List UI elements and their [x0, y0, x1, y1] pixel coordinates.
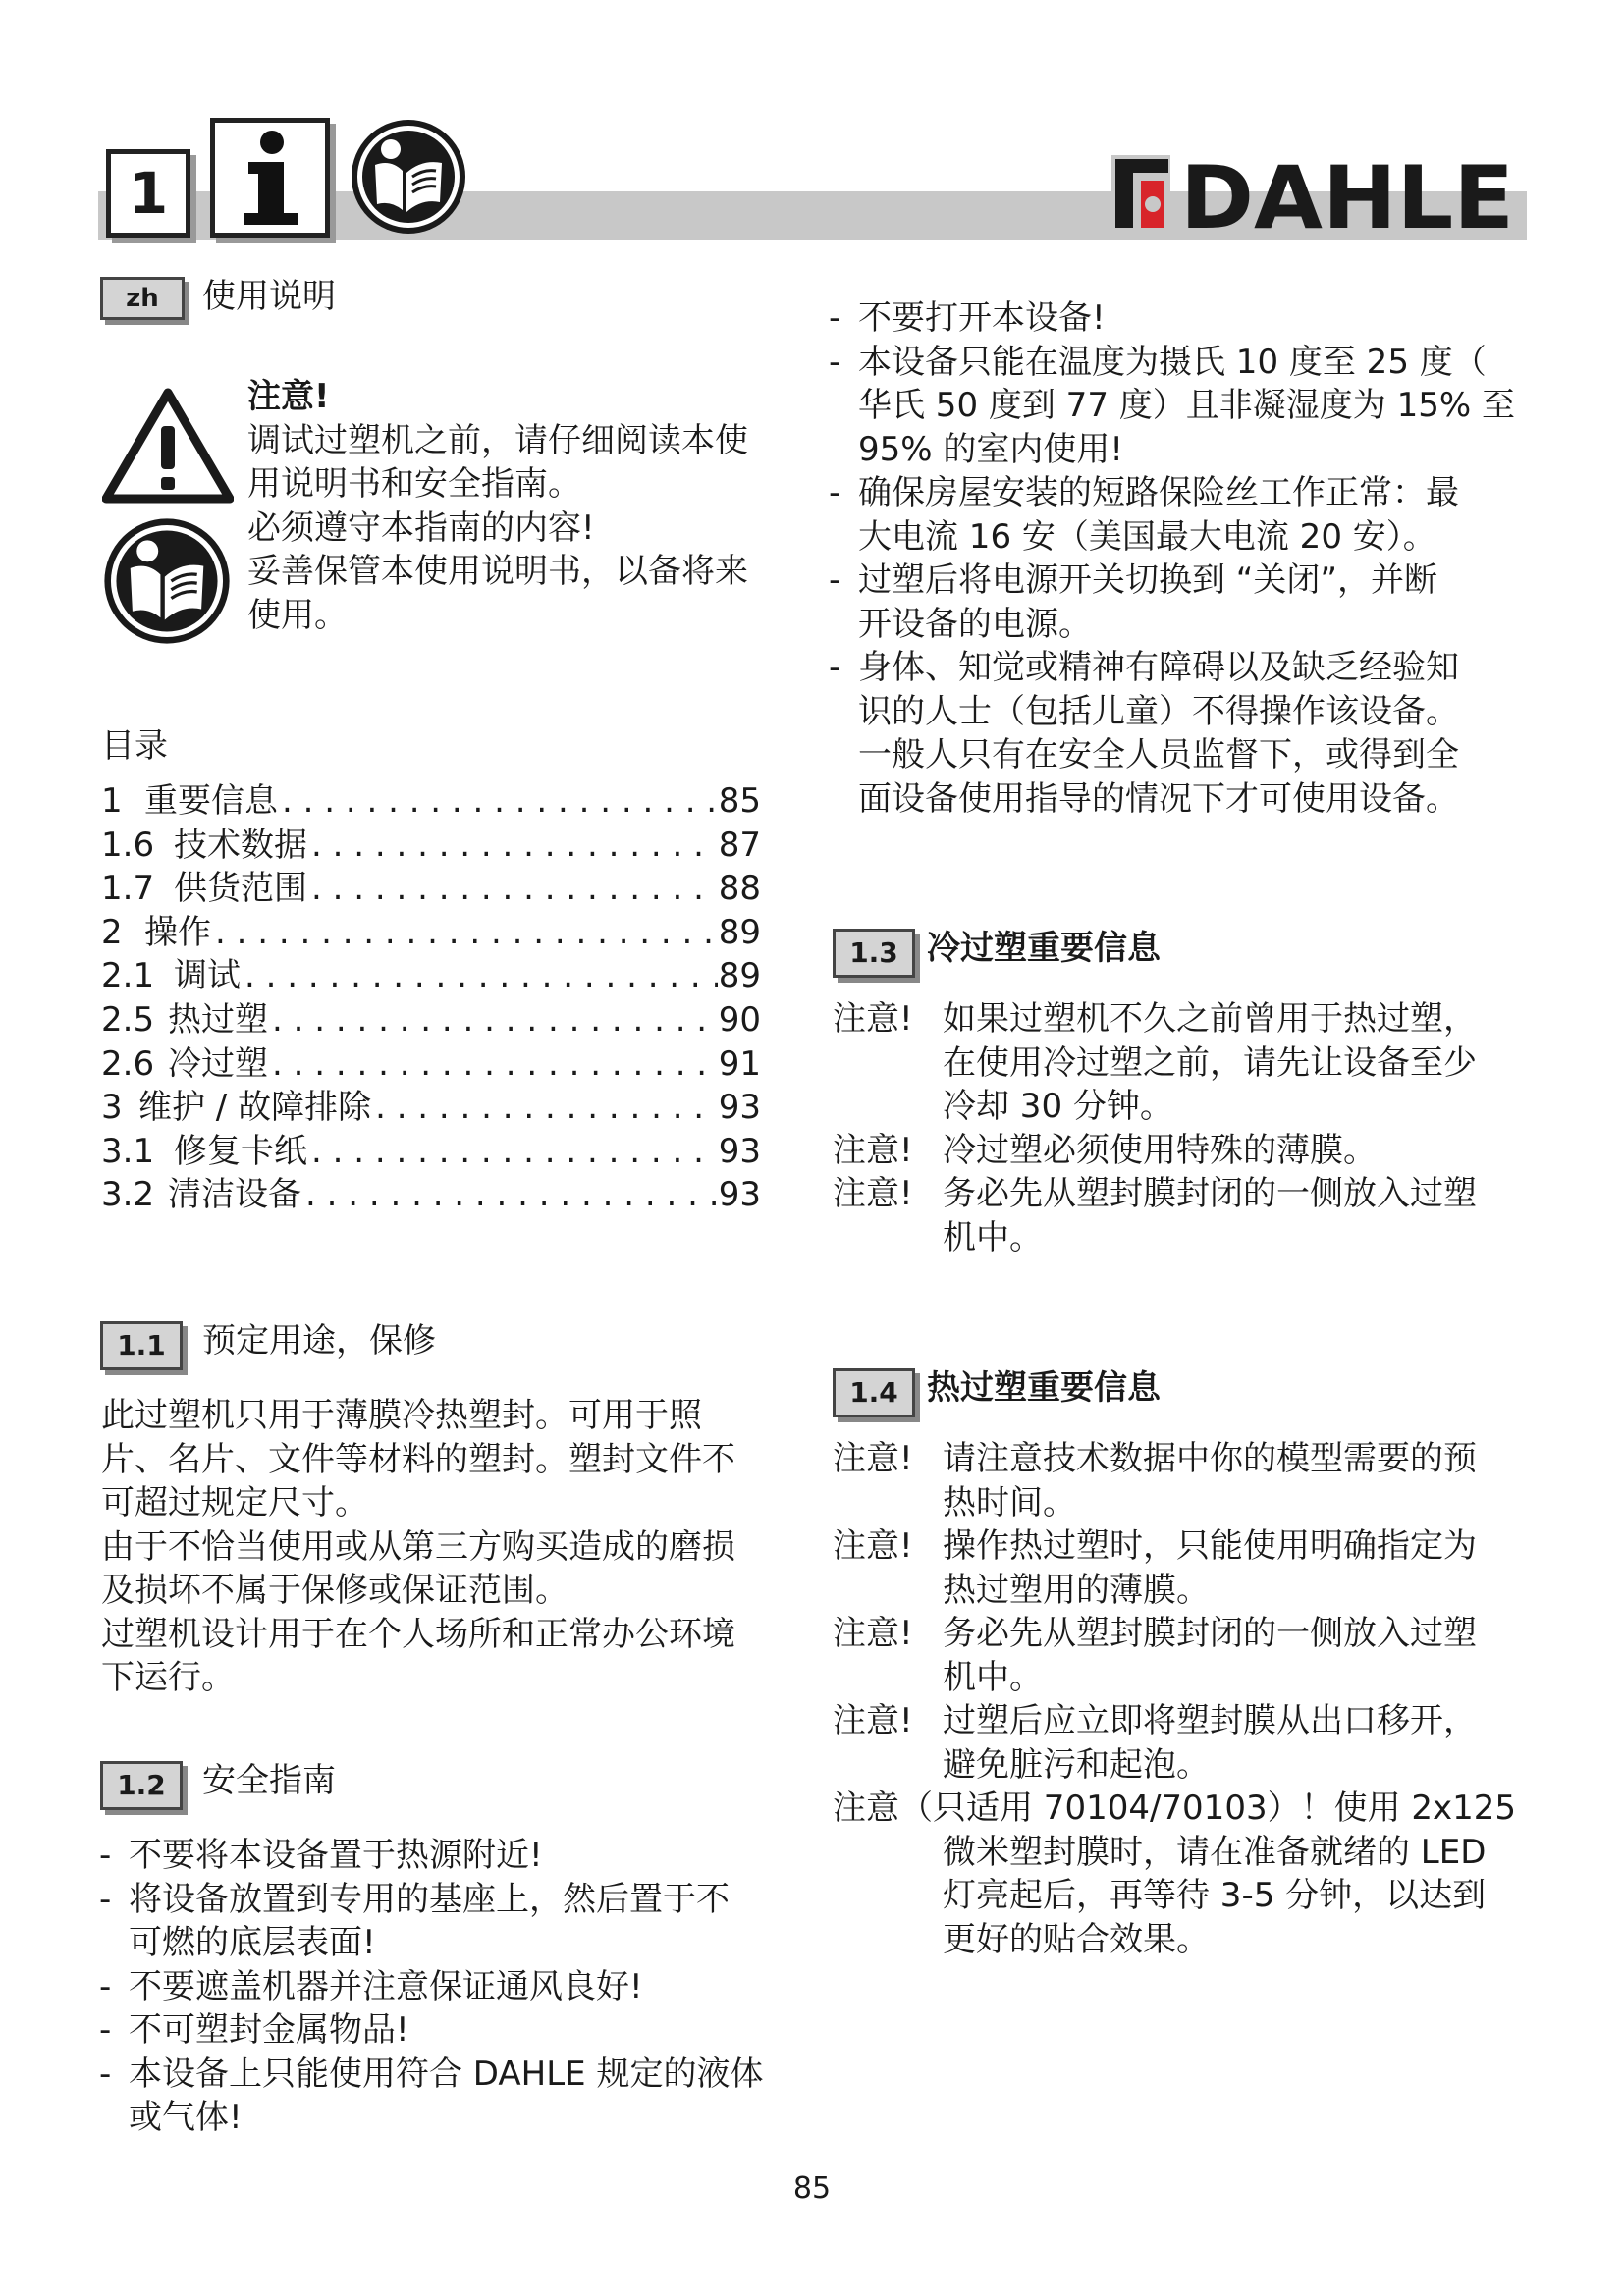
table-of-contents — [101, 779, 761, 1217]
warning-line: 使用。 — [247, 595, 348, 635]
note-item: 注意! 务必先从塑封膜封闭的一侧放入过塑 机中。 — [833, 1614, 1477, 1697]
brand-text: DAHLE — [1180, 147, 1514, 240]
list-item: - 不要打开本设备! — [829, 296, 1545, 341]
toc-entry[interactable]: 2.1 调试 . . . 89 — [101, 954, 761, 998]
warning-line: 调试过塑机之前，请仔细阅读本使 — [247, 420, 748, 460]
warning-line: 用说明书和安全指南。 — [247, 464, 581, 504]
list-item: - 过塑后将电源开关切换到 “关闭”，并断 开设备的电源。 — [829, 559, 1545, 646]
toc-entry[interactable]: 3.1 修复卡纸 . . . 93 — [101, 1130, 761, 1174]
warning-title: 注意! — [247, 377, 330, 416]
toc-entry[interactable]: 2 操作 . . . 89 — [101, 911, 761, 955]
cold-lamination-notes — [833, 997, 1549, 1259]
special-note: 注意（只适用 70104/70103）！使用 2x125 微米塑封膜时，请在准备就绪的 LED 灯亮起后，再等待 3-5 分钟，以达到 更好的贴合效果。 — [833, 1789, 1517, 1959]
toc-heading: 目录 — [101, 726, 168, 766]
note-item: 注意! 冷过塑必须使用特殊的薄膜。 — [833, 1130, 1377, 1170]
section-title: 预定用途，保修 — [202, 1321, 436, 1361]
section-title: 热过塑重要信息 — [927, 1368, 1161, 1408]
warning-triangle-icon — [102, 387, 234, 505]
section-number-box: 1.1 — [100, 1321, 183, 1370]
toc-entry[interactable]: 2.6 冷过塑 . . . 91 — [101, 1042, 761, 1087]
section-number-box: 1.3 — [833, 929, 915, 978]
hot-lamination-notes — [833, 1437, 1549, 1961]
toc-entry[interactable]: 3.2 清洁设备 . . . 93 — [101, 1173, 761, 1217]
list-item: - 不要遮盖机器并注意保证通风良好! — [99, 1965, 816, 2009]
note-item: 注意! 过塑后应立即将塑封膜从出口移开， 避免脏污和起泡。 — [833, 1701, 1477, 1785]
note-item: 注意! 如果过塑机不久之前曾用于热过塑， 在使用冷过塑之前，请先让设备至少 冷却 30 分钟。 — [833, 999, 1477, 1126]
page-number: 85 — [792, 2171, 832, 2206]
toc-entry[interactable]: 1.7 供货范围 . . . 88 — [101, 867, 761, 911]
section-body: 此过塑机只用于薄膜冷热塑封。可用于照 片、名片、文件等材料的塑封。塑封文件不 可超过规定尺寸。 由于不恰当使用或从第三方购买造成的磨损 及损坏不属于保修或保证范围。 过塑机设计用于在个人场所和正常办公环境 下运行。 — [101, 1396, 735, 1697]
read-manual-icon — [348, 116, 469, 238]
toc-entry[interactable]: 3 维护 / 故障排除 . . . 93 — [101, 1086, 761, 1130]
list-item: - 本设备上只能使用符合 DAHLE 规定的液体 或气体! — [99, 2053, 816, 2140]
warning-line: 必须遵守本指南的内容! — [247, 507, 595, 548]
list-item: - 本设备只能在温度为摄氏 10 度至 25 度（ 华氏 50 度到 77 度）且非凝湿度为 15% 至 95% 的室内使用! — [829, 341, 1545, 472]
document-title: 使用说明 — [202, 277, 336, 316]
list-item: - 将设备放置到专用的基座上，然后置于不 可燃的底层表面! — [99, 1878, 816, 1965]
toc-entry[interactable]: 1.6 技术数据 . . . 87 — [101, 824, 761, 868]
info-icon — [210, 118, 330, 238]
section-number-box: 1.4 — [833, 1368, 915, 1417]
read-manual-icon — [100, 514, 234, 648]
safety-list-continued — [829, 296, 1545, 821]
toc-entry[interactable]: 1 重要信息 . . . 85 — [101, 779, 761, 824]
section-title: 安全指南 — [202, 1761, 336, 1800]
warning-text — [247, 375, 748, 637]
list-item: - 确保房屋安装的短路保险丝工作正常：最 大电流 16 安（美国最大电流 20 安）。 — [829, 471, 1545, 559]
note-item: 注意! 请注意技术数据中你的模型需要的预 热时间。 — [833, 1439, 1477, 1522]
note-item: 注意! 操作热过塑时，只能使用明确指定为 热过塑用的薄膜。 — [833, 1526, 1477, 1610]
section-number-box: 1.2 — [100, 1761, 183, 1810]
dahle-logo — [1111, 145, 1528, 240]
list-item: - 不可塑封金属物品! — [99, 2008, 816, 2053]
section-title: 冷过塑重要信息 — [927, 929, 1161, 968]
warning-line: 妥善保管本使用说明书，以备将来 — [247, 552, 748, 591]
list-item: - 不要将本设备置于热源附近! — [99, 1834, 816, 1878]
language-code-box: zh — [100, 277, 185, 320]
safety-list — [99, 1834, 816, 2140]
list-item: - 身体、知觉或精神有障碍以及缺乏经验知 识的人士（包括儿童）不得操作该设备。 一般人只有在安全人员监督下，或得到全 面设备使用指导的情况下才可使用设备。 — [829, 646, 1545, 821]
chapter-number-box: 1 — [106, 149, 190, 238]
note-item: 注意! 务必先从塑封膜封闭的一侧放入过塑 机中。 — [833, 1174, 1477, 1257]
toc-entry[interactable]: 2.5 热过塑 . . . 90 — [101, 998, 761, 1042]
